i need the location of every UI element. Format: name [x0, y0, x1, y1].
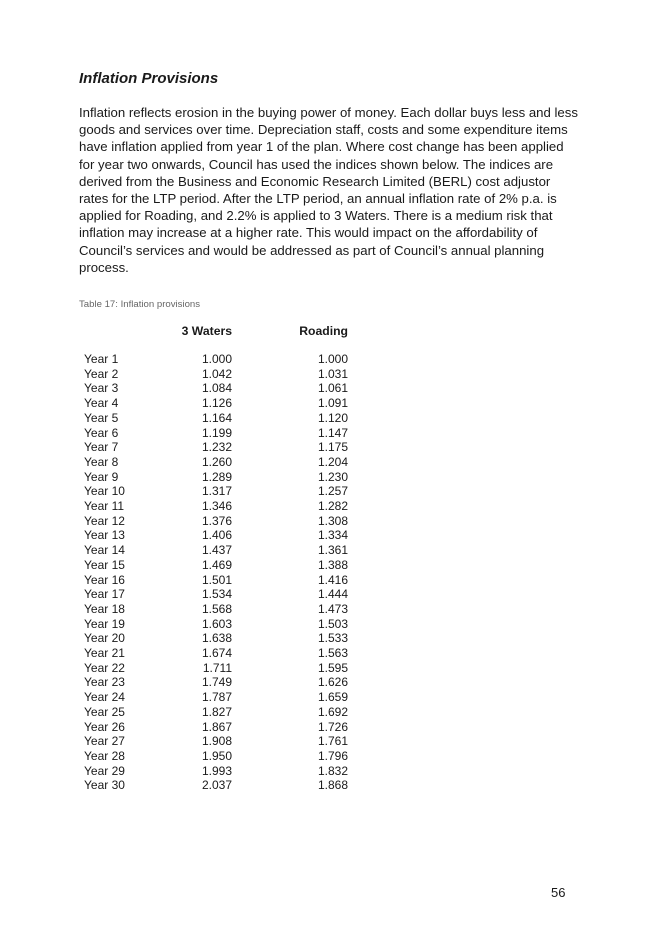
- three-waters-cell: 1.993: [201, 763, 232, 778]
- roading-cell: 1.796: [317, 748, 348, 763]
- year-cell: Year 26: [84, 719, 125, 734]
- three-waters-cell: 1.469: [201, 557, 232, 572]
- roading-cell: 1.308: [317, 513, 348, 528]
- header-3-waters: 3 Waters: [181, 324, 232, 338]
- table-row: [84, 602, 348, 617]
- year-cell: Year 15: [84, 557, 125, 572]
- roading-cell: 1.175: [317, 440, 348, 455]
- three-waters-cell: 1.042: [201, 366, 232, 381]
- table-row: [84, 352, 348, 367]
- roading-cell: 1.334: [317, 528, 348, 543]
- table-header-row: [84, 323, 348, 339]
- table-row: [84, 631, 348, 646]
- three-waters-cell: 1.501: [201, 572, 232, 587]
- roading-cell: 1.473: [317, 601, 348, 616]
- three-waters-cell: 1.749: [201, 675, 232, 690]
- three-waters-cell: 1.787: [201, 690, 232, 705]
- roading-cell: 1.761: [317, 734, 348, 749]
- table-row: [84, 528, 348, 543]
- table-row: [84, 426, 348, 441]
- roading-cell: 1.868: [317, 778, 348, 793]
- table-row: [84, 440, 348, 455]
- year-cell: Year 3: [84, 381, 119, 396]
- three-waters-cell: 1.908: [201, 734, 232, 749]
- three-waters-cell: 1.376: [201, 513, 232, 528]
- year-cell: Year 16: [84, 572, 125, 587]
- roading-cell: 1.444: [317, 587, 348, 602]
- three-waters-cell: 1.317: [201, 484, 232, 499]
- table-row: [84, 381, 348, 396]
- roading-cell: 1.361: [317, 543, 348, 558]
- three-waters-cell: 1.289: [201, 469, 232, 484]
- three-waters-cell: 1.199: [201, 425, 232, 440]
- year-cell: Year 11: [84, 499, 125, 514]
- roading-cell: 1.503: [317, 616, 348, 631]
- table-body: [84, 352, 348, 793]
- year-cell: Year 8: [84, 454, 119, 469]
- roading-cell: 1.563: [317, 646, 348, 661]
- three-waters-cell: 1.084: [201, 381, 232, 396]
- roading-cell: 1.230: [317, 469, 348, 484]
- three-waters-cell: 1.126: [201, 396, 232, 411]
- section-heading: Inflation Provisions: [79, 70, 219, 87]
- year-cell: Year 13: [84, 528, 125, 543]
- table-row: [84, 411, 348, 426]
- table-row: [84, 396, 348, 411]
- table-row: [84, 690, 348, 705]
- roading-cell: 1.061: [317, 381, 348, 396]
- year-cell: Year 20: [84, 631, 125, 646]
- roading-cell: 1.388: [317, 557, 348, 572]
- three-waters-cell: 1.000: [201, 352, 232, 366]
- table-row: [84, 455, 348, 470]
- three-waters-cell: 1.867: [201, 719, 232, 734]
- body-paragraph: Inflation reflects erosion in the buying power of money. Each dollar buys less and less goods and services over time. Depreciation staff, costs and some expenditure items have inflation applied from year 1 of the plan. Where cost change has been applied for year two onwards, Council has used the indices shown below. The indices are derived from the Business and Economic Research Limited (BERL) cost adjustor rates for the LTP period. After the LTP period, an annual inflation rate of 2% p.a. is applied for Roading, and 2.2% is applied to 3 Waters. There is a medium risk that inflation may increase at a higher rate. This would impact on the affordability of Council’s services and would be addressed as part of Council’s annual planning process.: [79, 105, 578, 275]
- year-cell: Year 23: [84, 675, 125, 690]
- roading-cell: 1.091: [317, 396, 348, 411]
- table-row: [84, 573, 348, 588]
- roading-cell: 1.204: [317, 454, 348, 469]
- three-waters-cell: 1.534: [201, 587, 232, 602]
- three-waters-cell: 1.437: [201, 543, 232, 558]
- three-waters-cell: 1.232: [201, 440, 232, 455]
- table-row: [84, 764, 348, 779]
- roading-cell: 1.533: [317, 631, 348, 646]
- year-cell: Year 28: [84, 748, 125, 763]
- year-cell: Year 17: [84, 587, 125, 602]
- year-cell: Year 18: [84, 601, 125, 616]
- roading-cell: 1.595: [317, 660, 348, 675]
- three-waters-cell: 2.037: [201, 778, 232, 793]
- table-row: [84, 543, 348, 558]
- roading-cell: 1.000: [317, 352, 348, 366]
- year-cell: Year 12: [84, 513, 125, 528]
- table-caption: Table 17: Inflation provisions: [79, 299, 201, 310]
- three-waters-cell: 1.260: [201, 454, 232, 469]
- roading-cell: 1.832: [317, 763, 348, 778]
- table-row: [84, 367, 348, 382]
- roading-cell: 1.257: [317, 484, 348, 499]
- roading-cell: 1.416: [317, 572, 348, 587]
- table-row: [84, 778, 348, 793]
- roading-cell: 1.659: [317, 690, 348, 705]
- table-row: [84, 484, 348, 499]
- table-row: [84, 499, 348, 514]
- three-waters-cell: 1.638: [201, 631, 232, 646]
- year-cell: Year 22: [84, 660, 125, 675]
- table-row: [84, 617, 348, 632]
- table-row: [84, 705, 348, 720]
- year-cell: Year 19: [84, 616, 125, 631]
- year-cell: Year 27: [84, 734, 125, 749]
- table-row: [84, 720, 348, 735]
- three-waters-cell: 1.346: [201, 499, 232, 514]
- year-cell: Year 9: [84, 469, 119, 484]
- year-cell: Year 21: [84, 646, 125, 661]
- three-waters-cell: 1.950: [201, 748, 232, 763]
- table-row: [84, 646, 348, 661]
- three-waters-cell: 1.568: [201, 601, 232, 616]
- year-cell: Year 30: [84, 778, 125, 793]
- year-cell: Year 25: [84, 704, 125, 719]
- roading-cell: 1.692: [317, 704, 348, 719]
- roading-cell: 1.120: [317, 410, 348, 425]
- header-year: [84, 323, 142, 339]
- table-row: [84, 675, 348, 690]
- roading-cell: 1.726: [317, 719, 348, 734]
- year-cell: Year 4: [84, 396, 119, 411]
- three-waters-cell: 1.674: [201, 646, 232, 661]
- year-cell: Year 10: [84, 484, 125, 499]
- header-roading: Roading: [299, 324, 348, 338]
- table-row: [84, 749, 348, 764]
- inflation-table: [84, 323, 348, 793]
- three-waters-cell: 1.711: [202, 660, 232, 675]
- table-row: [84, 514, 348, 529]
- roading-cell: 1.147: [317, 425, 348, 440]
- year-cell: Year 2: [84, 366, 119, 381]
- three-waters-cell: 1.827: [201, 704, 232, 719]
- year-cell: Year 29: [84, 763, 125, 778]
- three-waters-cell: 1.406: [201, 528, 232, 543]
- roading-cell: 1.031: [317, 366, 348, 381]
- roading-cell: 1.626: [317, 675, 348, 690]
- table-row: [84, 470, 348, 485]
- year-cell: Year 14: [84, 543, 125, 558]
- roading-cell: 1.282: [317, 499, 348, 514]
- three-waters-cell: 1.603: [201, 616, 232, 631]
- three-waters-cell: 1.164: [201, 410, 232, 425]
- table-row: [84, 661, 348, 676]
- year-cell: Year 7: [84, 440, 119, 455]
- year-cell: Year 1: [84, 352, 119, 366]
- year-cell: Year 6: [84, 425, 119, 440]
- table-row: [84, 734, 348, 749]
- year-cell: Year 24: [84, 690, 125, 705]
- year-cell: Year 5: [84, 410, 119, 425]
- page-number: 56: [551, 885, 566, 900]
- table-row: [84, 587, 348, 602]
- table-row: [84, 558, 348, 573]
